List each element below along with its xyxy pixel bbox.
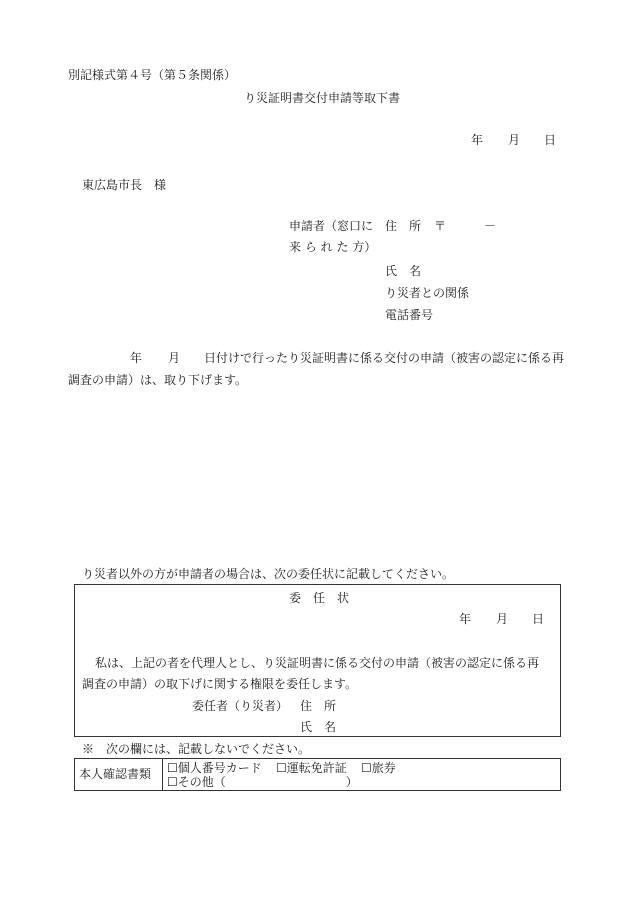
delegation-note: り災者以外の方が申請者の場合は、次の委任状に記載してください。: [82, 567, 455, 581]
date-year: 年: [471, 133, 484, 147]
delegation-text-line2: 調査の申請）の取下げに関する権限を委任します。: [82, 677, 358, 691]
body-year: 年: [130, 351, 143, 365]
body-line2: 調査の申請）は、取り下げます。: [68, 373, 248, 387]
body-line1: 日付けで行ったり災証明書に係る交付の申請（被害の認定に係る再: [204, 351, 565, 365]
document-title: り災証明書交付申請等取下書: [244, 91, 401, 105]
delegation-date-day: 日: [532, 612, 545, 626]
delegator-name-label: 氏 名: [300, 720, 337, 734]
applicant-name-label: 氏 名: [385, 264, 422, 278]
delegation-text-line1: 私は、上記の者を代理人とし、り災証明書に係る交付の申請（被害の認定に係る再: [95, 656, 540, 670]
id-option-drivers-license[interactable]: ☐運転免許証: [276, 761, 347, 775]
postal-dash: －: [484, 219, 497, 233]
id-check-divider: [162, 758, 163, 790]
id-check-label: 本人確認書類: [79, 767, 152, 781]
delegator-address-label: 住 所: [300, 699, 337, 713]
office-note: ※ 次の欄には、記載しないでください。: [82, 742, 311, 756]
applicant-address-label: 住 所: [385, 219, 422, 233]
id-option-mynumber-card[interactable]: ☐個人番号カード: [167, 761, 262, 775]
applicant-label-line2: 来 ら れ た 方）: [289, 240, 377, 254]
id-option-passport[interactable]: ☐旅券: [361, 761, 396, 775]
form-number: 別記様式第４号（第５条関係）: [68, 68, 237, 82]
addressee: 東広島市長 様: [82, 178, 167, 192]
id-option-other[interactable]: ☐その他（ ）: [167, 775, 358, 789]
delegation-date-year: 年: [459, 612, 472, 626]
delegation-title: 委 任 状: [289, 591, 350, 605]
delegator-label: 委任者（り災者）: [192, 699, 289, 713]
postal-mark: 〒: [434, 219, 447, 233]
applicant-relation-label: り災者との関係: [385, 286, 470, 300]
date-month: 月: [508, 133, 521, 147]
date-day: 日: [544, 133, 557, 147]
applicant-label-line1: 申請者（窓口に: [289, 219, 374, 233]
applicant-phone-label: 電話番号: [385, 308, 434, 322]
body-month: 月: [168, 351, 181, 365]
delegation-date-month: 月: [496, 612, 509, 626]
